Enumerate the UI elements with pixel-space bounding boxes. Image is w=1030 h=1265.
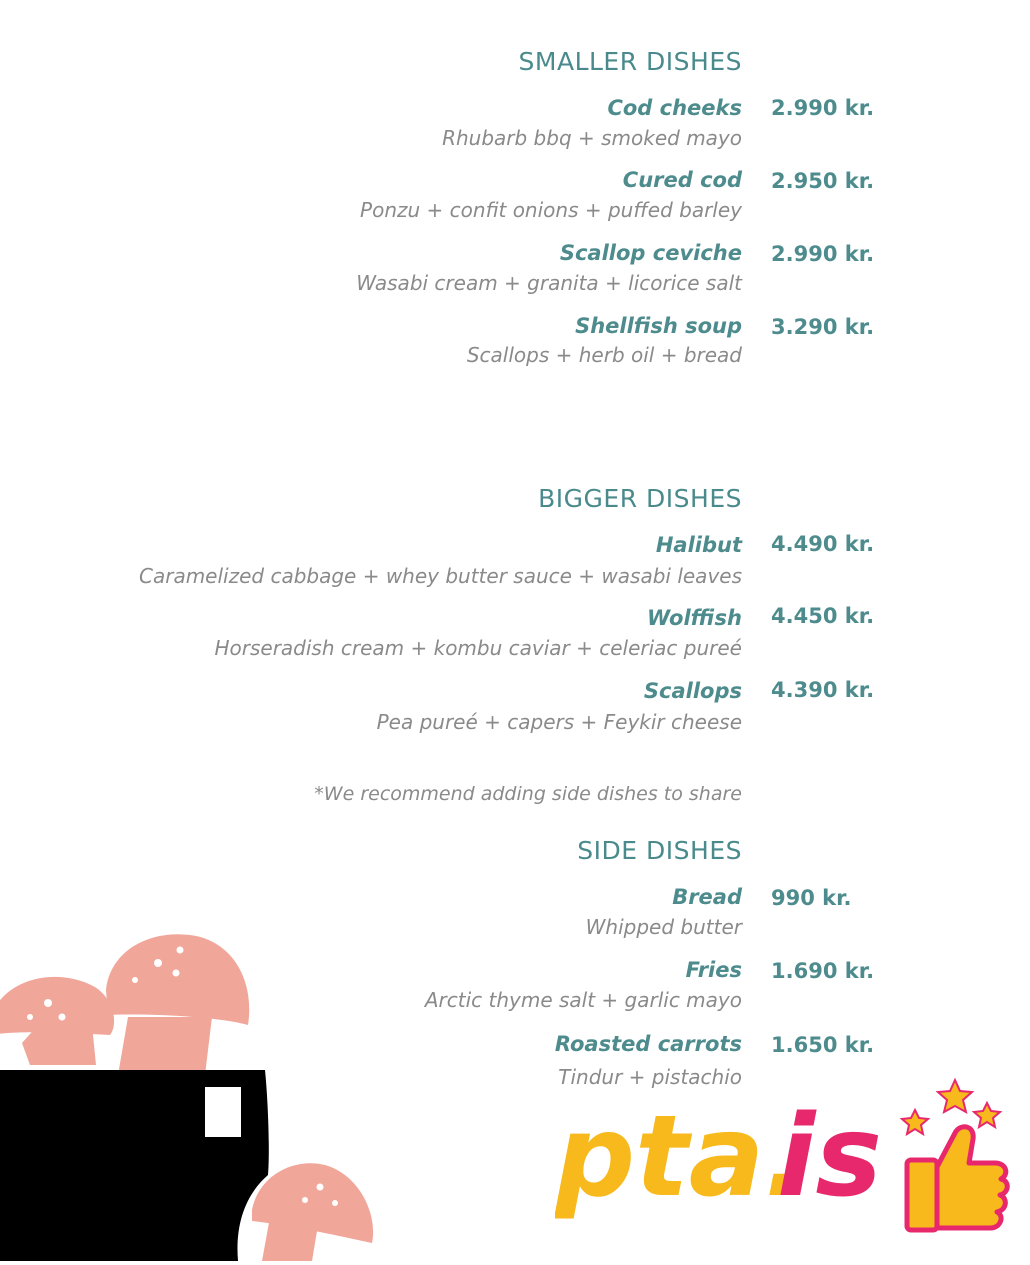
item-description: Caramelized cabbage + whey butter sauce + wasabi leaves	[139, 564, 742, 588]
item-price: 2.990 kr.	[771, 96, 875, 120]
section-title-smaller-dishes: SMALLER DISHES	[518, 47, 742, 76]
section-title-side-dishes: SIDE DISHES	[577, 836, 742, 865]
pta-logo	[555, 1075, 1015, 1261]
mushroom-pot-icon	[0, 925, 390, 1261]
section-title-bigger-dishes: BIGGER DISHES	[538, 484, 742, 513]
item-price: 3.290 kr.	[771, 315, 875, 339]
item-price: 1.650 kr.	[771, 1033, 875, 1057]
item-price: 2.950 kr.	[771, 169, 875, 193]
item-price: 1.690 kr.	[771, 959, 875, 983]
item-name: Bread	[672, 885, 742, 909]
item-price: 4.450 kr.	[771, 604, 875, 628]
side-dish-note: *We recommend adding side dishes to share	[314, 783, 742, 805]
item-price: 4.390 kr.	[771, 678, 875, 702]
svg-text:pta.: pta.	[555, 1092, 807, 1222]
item-description: Whipped butter	[585, 915, 742, 939]
item-description: Arctic thyme salt + garlic mayo	[424, 988, 742, 1012]
svg-text:is: is	[777, 1092, 883, 1222]
item-name: Shellfish soup	[575, 314, 742, 338]
item-name: Scallop ceviche	[559, 241, 742, 265]
item-name: Scallops	[643, 679, 742, 703]
item-name: Cod cheeks	[607, 96, 742, 120]
item-description: Scallops + herb oil + bread	[466, 343, 742, 367]
item-description: Tindur + pistachio	[558, 1065, 742, 1089]
thumbs-up-icon	[907, 1127, 1007, 1230]
item-name: Wolffish	[647, 606, 742, 630]
item-price: 2.990 kr.	[771, 242, 875, 266]
item-price: 990 kr.	[771, 886, 852, 910]
item-price: 4.490 kr.	[771, 532, 875, 556]
item-name: Halibut	[655, 533, 742, 557]
item-description: Pea pureé + capers + Feykir cheese	[376, 710, 742, 734]
item-description: Rhubarb bbq + smoked mayo	[442, 126, 742, 150]
item-description: Ponzu + confit onions + puffed barley	[360, 198, 742, 222]
logo	[555, 1075, 1015, 1265]
item-description: Horseradish cream + kombu caviar + celeriac pureé	[214, 636, 742, 660]
item-description: Wasabi cream + granita + licorice salt	[356, 271, 742, 295]
item-name: Roasted carrots	[554, 1032, 742, 1056]
item-name: Cured cod	[622, 168, 742, 192]
item-name: Fries	[685, 958, 742, 982]
star-icon	[902, 1080, 1000, 1134]
